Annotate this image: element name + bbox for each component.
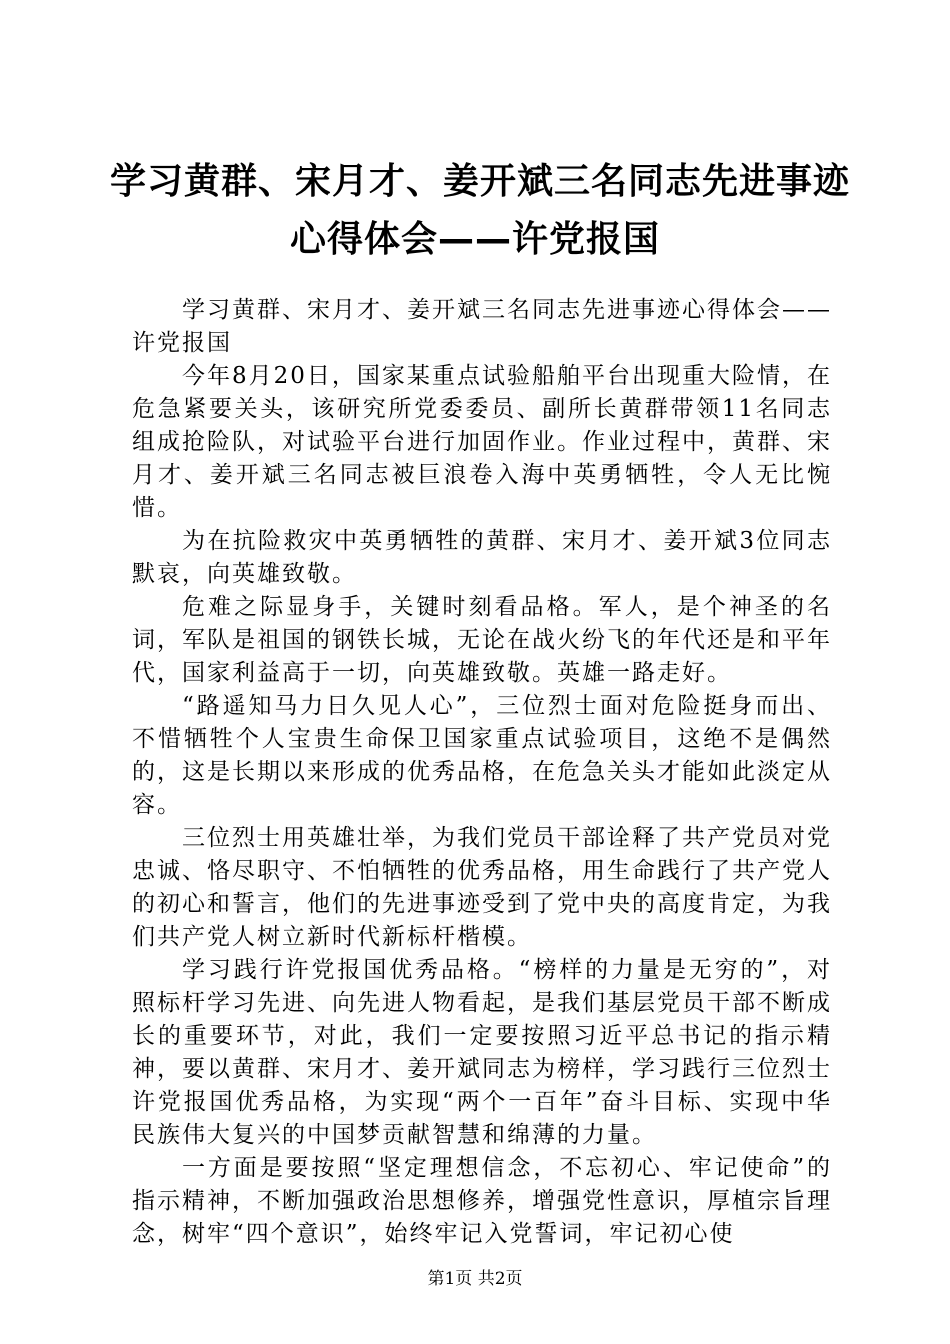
document-title-line-2: 心得体会——许党报国 bbox=[289, 219, 660, 260]
document-title-line-1: 学习黄群、宋月才、姜开斌三名同志先进事迹 bbox=[110, 161, 851, 202]
paragraph-6: 三位烈士用英雄壮举，为我们党员干部诠释了共产党员对党忠诚、恪尽职守、不怕牺牲的优秀品格，用生命践行了共产党人的初心和誓言，他们的先进事迹受到了党中央的高度肯定，为我们共产党人树立新时代新标杆楷模。 bbox=[132, 825, 832, 950]
paragraph-5: “路遥知马力日久见人心”，三位烈士面对危险挺身而出、不惜牺牲个人宝贵生命保卫国家重点试验项目，这绝不是偶然的，这是长期以来形成的优秀品格，在危急关头才能如此淡定从容。 bbox=[132, 693, 832, 818]
paragraph-1: 学习黄群、宋月才、姜开斌三名同志先进事迹心得体会——许党报国 bbox=[132, 297, 832, 356]
paragraph-8: 一方面是要按照“坚定理想信念，不忘初心、牢记使命”的指示精神，不断加强政治思想修养，增强党性意识，厚植宗旨理念，树牢“四个意识”，始终牢记入党誓词，牢记初心使 bbox=[132, 1155, 832, 1247]
document-body bbox=[132, 294, 832, 1251]
paragraph-2: 今年8月20日，国家某重点试验船舶平台出现重大险情，在危急紧要关头，该研究所党委委员、副所长黄群带领11名同志组成抢险队，对试验平台进行加固作业。作业过程中，黄群、宋月才、姜开斌三名同志被巨浪卷入海中英勇牺牲，令人无比惋惜。 bbox=[132, 363, 832, 521]
page-footer: 第1页 共2页 bbox=[427, 1269, 523, 1289]
paragraph-7: 学习践行许党报国优秀品格。“榜样的力量是无穷的”，对照标杆学习先进、向先进人物看起，是我们基层党员干部不断成长的重要环节，对此，我们一定要按照习近平总书记的指示精神，要以黄群、宋月才、姜开斌同志为榜样，学习践行三位烈士许党报国优秀品格，为实现“两个一百年”奋斗目标、实现中华民族伟大复兴的中国梦贡献智慧和绵薄的力量。 bbox=[132, 957, 832, 1148]
paragraph-3: 为在抗险救灾中英勇牺牲的黄群、宋月才、姜开斌3位同志默哀，向英雄致敬。 bbox=[132, 528, 832, 587]
paragraph-4: 危难之际显身手，关键时刻看品格。军人，是个神圣的名词，军队是祖国的钢铁长城，无论在战火纷飞的年代还是和平年代，国家利益高于一切，向英雄致敬。英雄一路走好。 bbox=[132, 594, 832, 686]
